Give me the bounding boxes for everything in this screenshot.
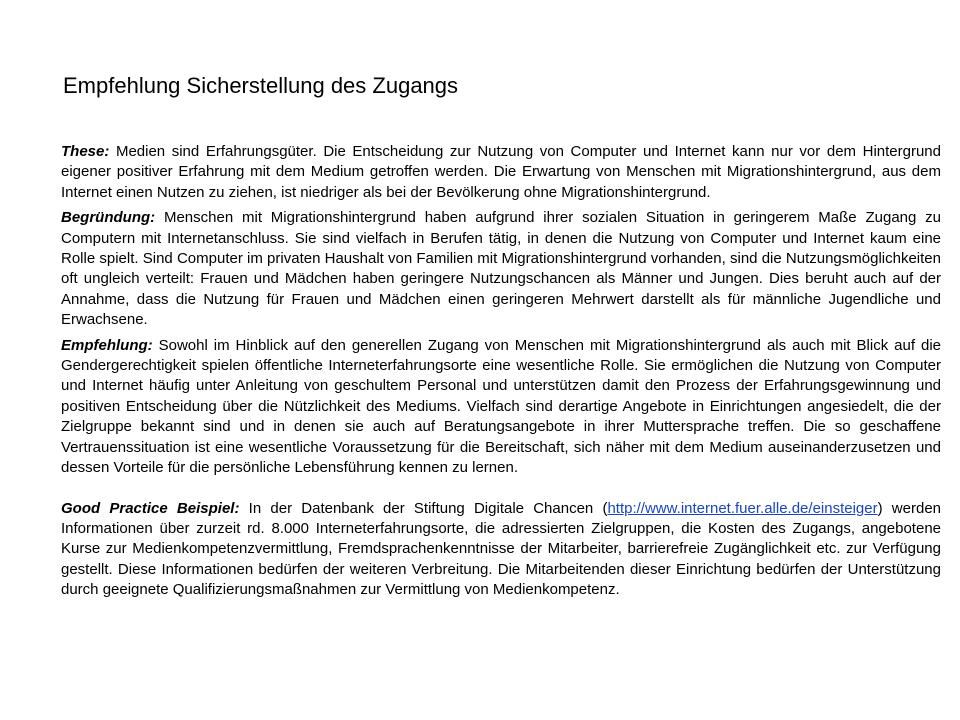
good-practice-paragraph	[61, 499, 941, 601]
slide-content	[61, 142, 941, 606]
begruendung-text: Menschen mit Migrationshintergrund haben aufgrund ihrer sozialen Situation in geringerem Maße Zugang zu Computern mit Internetanschluss. Sie sind vielfach in Berufen tätig, in denen die Nutzung von Computer und Internet kaum eine Rolle spielt. Sind Computer im privaten Haushalt von Familien mit Migrationshintergrund vorhanden, sind die Nutzungsmöglichkeiten oft ungleich verteilt: Frauen und Mädchen haben geringere Nutzungschancen als Männer und Jungen. Dies beruht auch auf der Annahme, dass die Nutzung für Frauen und Mädchen einen geringeren Mehrwert darstellt als für männliche Jugendliche und Erwachsene.	[61, 209, 941, 329]
slide-title: Empfehlung Sicherstellung des Zugangs	[63, 73, 459, 98]
empfehlung-text: Sowohl im Hinblick auf den generellen Zugang von Menschen mit Migrationshintergrund als auch mit Blick auf die Gendergerechtigkeit spielen öffentliche Interneterfahrungsorte eine wesentliche Rolle. Sie ermöglichen die Nutzung von Computer und Internet häufig unter Anleitung von geschultem Personal und unterstützen damit den Prozess der Erfahrungsgewinnung und positiven Entscheidung über die Nützlichkeit des Mediums. Vielfach sind derartige Angebote in Einrichtungen angesiedelt, die der Zielgruppe bekannt sind und in denen sie auch auf Beratungsangebote in ihrer Muttersprache treffen. Die so geschaffene Vertrauenssituation ist eine wesentliche Voraussetzung für die Bereitschaft, sich näher mit dem Medium auseinanderzusetzen und dessen Vorteile für die persönliche Lebensführung kennen zu lernen.	[61, 336, 941, 477]
begruendung-label: Begründung:	[61, 209, 156, 227]
empfehlung-label: Empfehlung:	[61, 336, 153, 354]
empfehlung-paragraph	[61, 336, 941, 479]
these-label: These:	[61, 143, 110, 160]
these-text: Medien sind Erfahrungsgüter. Die Entscheidung zur Nutzung von Computer und Internet kann nur vor dem Hintergrund eigener positiver Erfahrung mit dem Medium getroffen werden. Die Erwartung von Menschen mit Migrationshintergrund, aus dem Internet einen Nutzen zu ziehen, ist niedriger als bei der Bevölkerung ohne Migrationshintergrund.	[61, 143, 941, 201]
these-paragraph	[61, 142, 941, 203]
good-practice-text-before: In der Datenbank der Stiftung Digitale Chancen (	[239, 499, 608, 517]
begruendung-paragraph	[61, 208, 941, 330]
einsteiger-link[interactable]: http://www.internet.fuer.alle.de/einsteiger	[607, 499, 878, 517]
good-practice-label: Good Practice Beispiel:	[61, 499, 240, 517]
good-practice-text-after: ) werden Informationen über zurzeit rd. 8.000 Interneterfahrungsorte, die adressierten Zielgruppen, die Kosten des Zugangs, angebotene Kurse zur Medienkompetenzvermittlung, Fremdsprachenkenntnisse der Mitarbeiter, barrierefreie Zugänglichkeit etc. zur Verfügung gestellt. Diese Informationen bedürfen der weiteren Verbreitung. Die Mitarbeitenden dieser Einrichtung bedürfen der Unterstützung durch geeignete Qualifizierungsmaßnahmen zur Vermittlung von Medienkompetenz.	[61, 499, 942, 599]
